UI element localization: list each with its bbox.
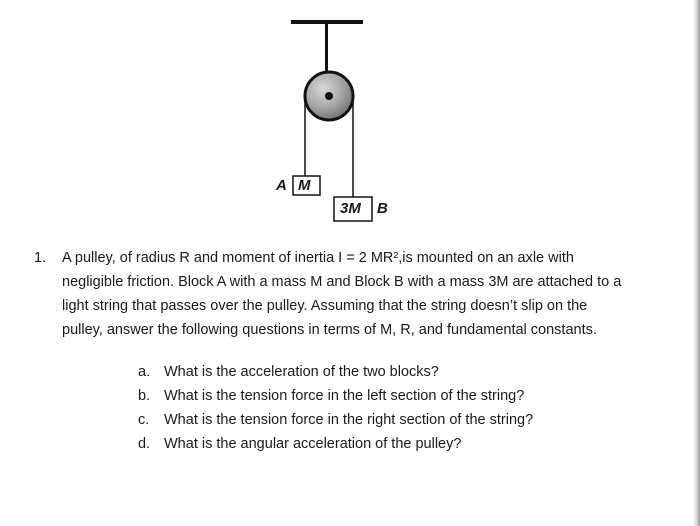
problem-number: 1. bbox=[34, 250, 47, 266]
question-item bbox=[138, 432, 618, 456]
problem-line: A pulley, of radius R and moment of inertia I = 2 MR²,is mounted on an axle with bbox=[62, 250, 574, 266]
question-item bbox=[138, 360, 618, 384]
problem-line: light string that passes over the pulley. Assuming that the string doesn’t slip on the bbox=[62, 298, 588, 314]
block-b-name: B bbox=[377, 200, 388, 217]
pulley-axle bbox=[325, 92, 333, 100]
question-text: What is the tension force in the left section of the string? bbox=[164, 388, 525, 404]
problem-line: pulley, answer the following questions in terms of M, R, and fundamental constants. bbox=[62, 322, 597, 338]
block-a-mass: M bbox=[298, 177, 311, 194]
question-item bbox=[138, 384, 618, 408]
question-list bbox=[138, 360, 618, 456]
question-letter: a. bbox=[138, 364, 151, 380]
question-text: What is the tension force in the right section of the string? bbox=[164, 412, 534, 428]
problem-line: negligible friction. Block A with a mass M and Block B with a mass 3M are attached to a bbox=[62, 274, 622, 290]
question-letter: d. bbox=[138, 436, 151, 452]
question-text: What is the angular acceleration of the pulley? bbox=[164, 436, 462, 452]
question-text: What is the acceleration of the two blocks? bbox=[164, 364, 439, 380]
pulley-diagram bbox=[0, 0, 700, 240]
question-letter: b. bbox=[138, 388, 151, 404]
question-letter: c. bbox=[138, 412, 150, 428]
problem-text bbox=[62, 246, 662, 342]
block-b-mass: 3M bbox=[340, 200, 361, 217]
question-item bbox=[138, 408, 618, 432]
page-edge-shadow bbox=[693, 0, 700, 526]
hanger-rod bbox=[325, 23, 328, 71]
block-a-name: A bbox=[276, 177, 287, 194]
